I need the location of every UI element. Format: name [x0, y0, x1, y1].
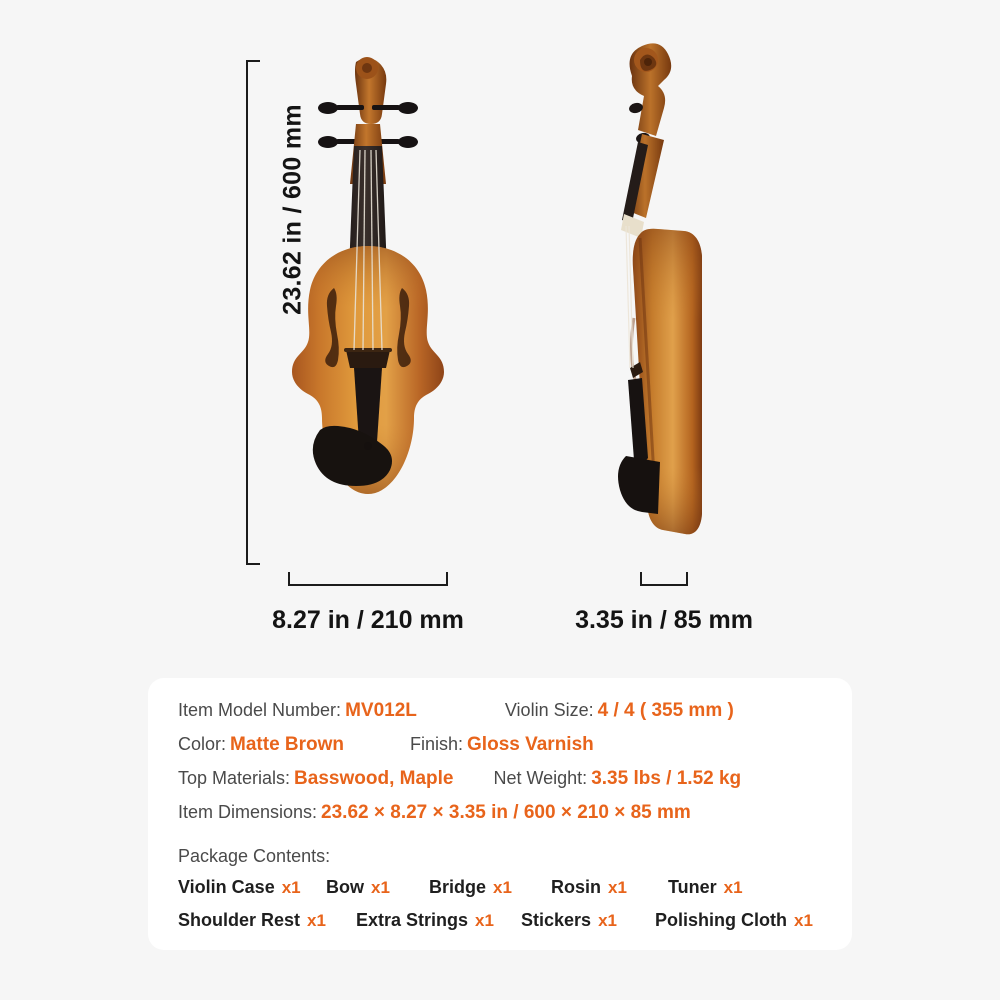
package-item-name: Bow	[326, 877, 364, 897]
bracket-cap-right	[686, 572, 688, 586]
package-item-qty: x1	[475, 911, 494, 930]
package-item-qty: x1	[794, 911, 813, 930]
package-contents-row-1	[178, 877, 828, 898]
side-width-measurement-bracket	[640, 572, 688, 586]
spec-value: 3.35 lbs / 1.52 kg	[591, 768, 742, 789]
specification-card	[148, 678, 852, 950]
spec-item-dimensions	[178, 802, 691, 824]
spec-label: Color:	[178, 734, 227, 754]
package-item-qty: x1	[281, 878, 301, 897]
spec-label: Top Materials:	[178, 768, 291, 788]
package-item-qty: x1	[608, 878, 627, 897]
spec-label: Violin Size:	[504, 700, 594, 720]
spec-value: 4 / 4 ( 355 mm )	[597, 700, 734, 721]
package-item-tuner	[668, 877, 743, 898]
bracket-line	[246, 60, 248, 565]
spec-row-model	[178, 700, 828, 722]
side-width-measurement-label: 3.35 in / 85 mm	[575, 606, 753, 634]
package-item-qty: x1	[723, 878, 743, 897]
spec-value: 23.62 × 8.27 × 3.35 in / 600 × 210 × 85 mm	[321, 802, 691, 823]
spec-item-model	[178, 700, 417, 722]
package-item-qty: x1	[371, 878, 390, 897]
spec-item-color	[178, 734, 344, 756]
package-item-name: Violin Case	[178, 877, 275, 897]
package-item-bridge	[429, 877, 551, 898]
package-item-qty: x1	[598, 911, 617, 930]
bracket-line	[288, 584, 448, 586]
bracket-cap-left	[640, 572, 642, 586]
bracket-cap-top	[246, 60, 260, 62]
package-item-name: Stickers	[521, 910, 592, 930]
spec-item-materials	[178, 768, 453, 790]
package-item-name: Extra Strings	[356, 910, 469, 930]
package-contents-row-2	[178, 910, 828, 931]
package-item-name: Polishing Cloth	[655, 910, 787, 930]
package-item-polishing-cloth	[655, 910, 813, 931]
spec-item-size	[505, 700, 734, 722]
spec-value: MV012L	[345, 700, 417, 721]
spec-value: Basswood, Maple	[294, 768, 454, 789]
package-item-extra-strings	[356, 910, 521, 931]
violin-side-view-illustration	[596, 38, 726, 573]
package-item-name: Rosin	[551, 877, 602, 897]
package-item-qty: x1	[307, 911, 326, 930]
bracket-cap-bottom	[246, 563, 260, 565]
spec-value: Matte Brown	[230, 734, 345, 755]
package-item-name: Shoulder Rest	[178, 910, 301, 930]
front-width-measurement-bracket	[288, 572, 448, 586]
package-item-stickers	[521, 910, 655, 931]
height-measurement-label: 23.62 in / 600 mm	[278, 104, 307, 315]
spec-item-finish	[410, 734, 594, 756]
bracket-line	[640, 584, 688, 586]
package-item-bow	[326, 877, 429, 898]
spec-label: Item Model Number:	[178, 700, 342, 720]
package-item-violin-case	[178, 877, 326, 898]
bracket-cap-left	[288, 572, 290, 586]
package-contents-title: Package Contents:	[178, 846, 331, 866]
height-measurement-bracket	[246, 60, 260, 565]
package-item-name: Bridge	[429, 877, 487, 897]
spec-value: Gloss Varnish	[467, 734, 594, 755]
spec-label: Finish:	[410, 734, 464, 754]
bracket-cap-right	[446, 572, 448, 586]
spec-label: Net Weight:	[493, 768, 588, 788]
package-item-shoulder-rest	[178, 910, 356, 931]
spec-row-color-finish	[178, 734, 828, 756]
package-item-qty: x1	[493, 878, 512, 897]
specification-rows	[178, 700, 828, 943]
violin-front-view-illustration	[268, 50, 468, 575]
spec-row-materials-weight	[178, 768, 828, 790]
spec-item-weight	[493, 768, 741, 790]
front-width-measurement-label: 8.27 in / 210 mm	[272, 606, 464, 634]
spec-row-dimensions	[178, 802, 828, 824]
spec-label: Item Dimensions:	[178, 802, 318, 822]
package-item-rosin	[551, 877, 668, 898]
package-item-name: Tuner	[668, 877, 717, 897]
